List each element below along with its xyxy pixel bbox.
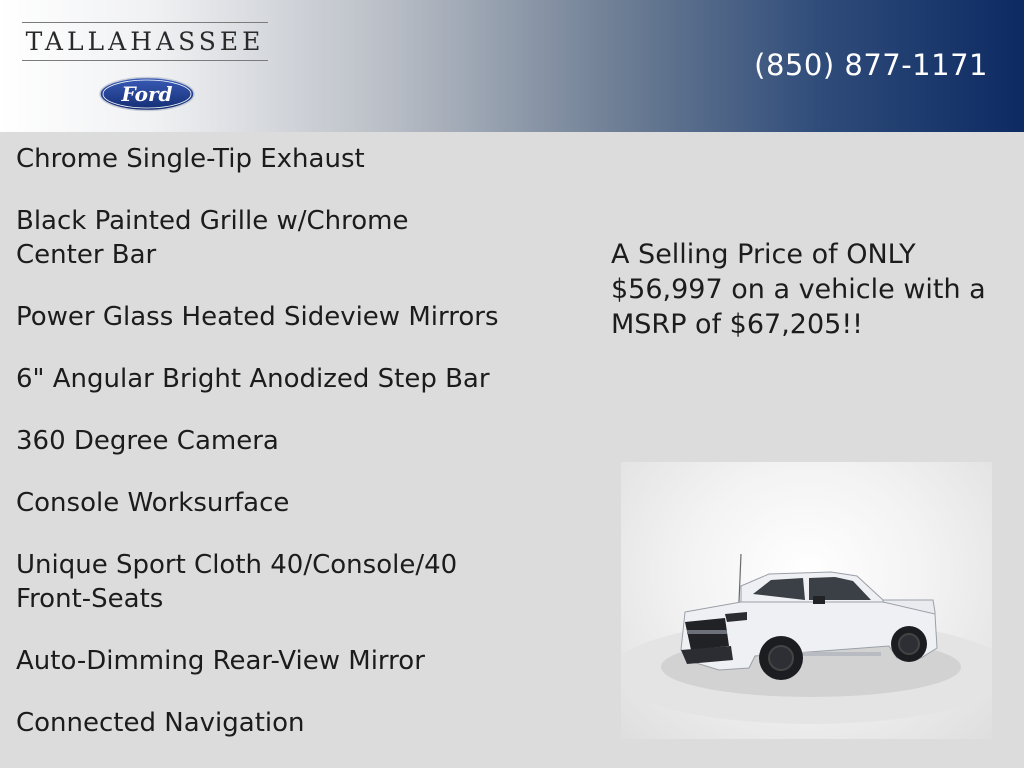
vehicle-photo [621, 462, 992, 739]
feature-item: Console Worksurface [16, 488, 290, 518]
ford-logo-text: Ford [121, 82, 173, 106]
phone-number[interactable]: (850) 877-1171 [754, 48, 988, 82]
feature-list [16, 142, 596, 768]
feature-item: Unique Sport Cloth 40/Console/40 Front-Seats [16, 550, 458, 614]
pickup-truck-photo-icon [621, 462, 992, 739]
feature-item: 360 Degree Camera [16, 426, 279, 456]
feature-item: Black Painted Grille w/Chrome Center Bar [16, 206, 409, 270]
feature-item: Auto-Dimming Rear-View Mirror [16, 646, 425, 676]
ford-logo-icon [98, 76, 196, 112]
feature-item: Connected Navigation [16, 708, 305, 738]
dealer-name: TALLAHASSEE [22, 22, 268, 61]
price-statement: A Selling Price of ONLY $56,997 on a vehicle with a MSRP of $67,205!! [611, 239, 986, 340]
feature-item: 6" Angular Bright Anodized Step Bar [16, 364, 490, 394]
feature-item: Power Glass Heated Sideview Mirrors [16, 302, 499, 332]
header-banner [0, 0, 1024, 132]
feature-item: Chrome Single-Tip Exhaust [16, 144, 365, 174]
